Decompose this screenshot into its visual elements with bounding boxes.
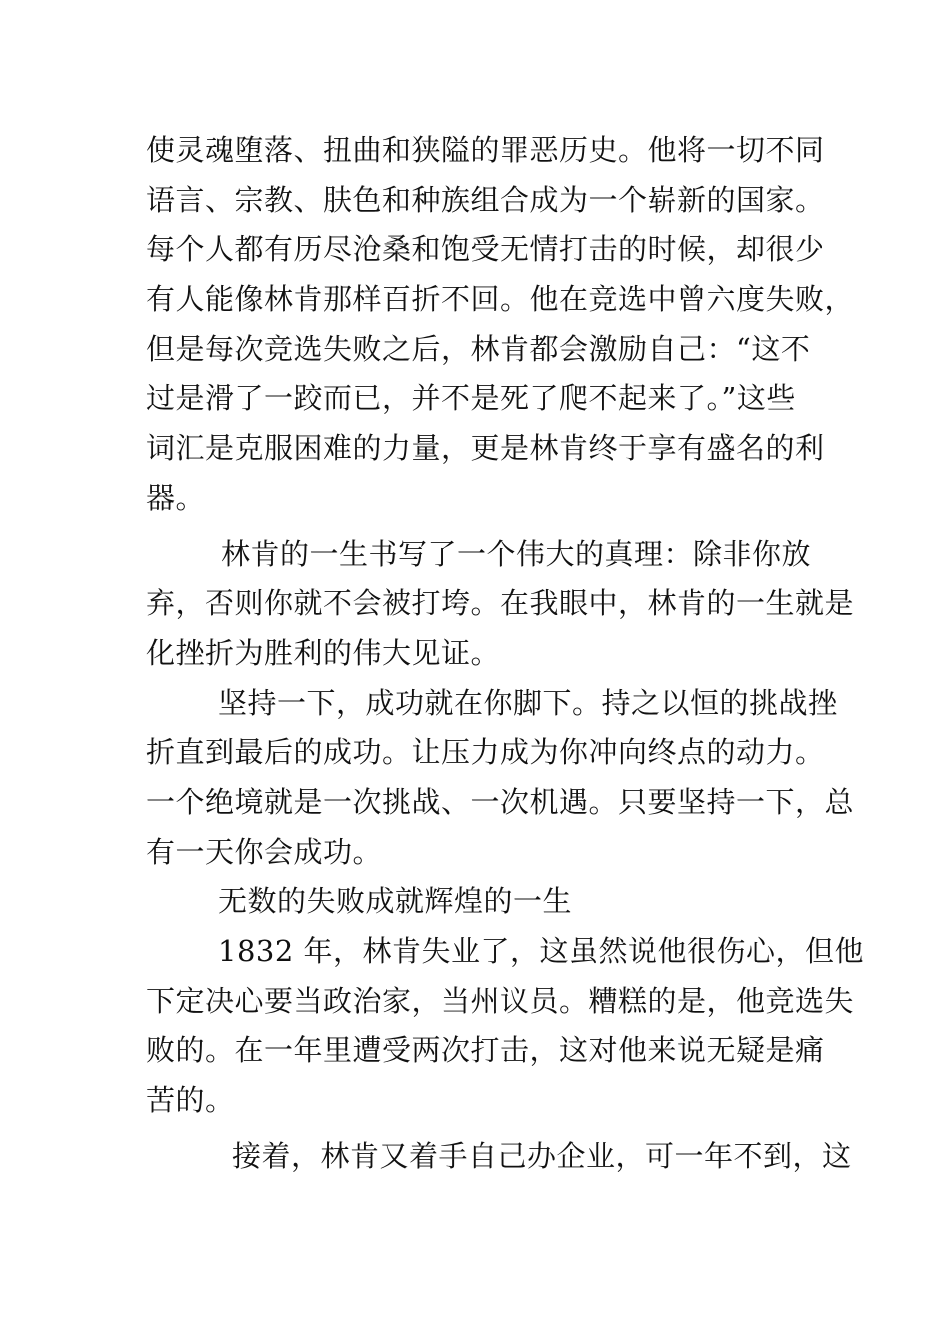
section-heading: 无数的失败成就辉煌的一生 [218, 884, 573, 919]
text-line: 林肯的一生书写了一个伟大的真理：除非你放 [221, 536, 812, 571]
text-line: 坚持一下，成功就在你脚下。持之以恒的挑战挫 [218, 685, 838, 720]
text-line: 器。 [146, 480, 206, 515]
text-line: 有人能像林肯那样百折不回。他在竞选中曾六度失败， [146, 282, 855, 317]
text-line: 1832 年，林肯失业了，这虽然说他很伤心，但他 [218, 934, 865, 968]
text-line: 词汇是克服困难的力量，更是林肯终于享有盛名的利 [146, 431, 825, 466]
text-line: 弃，否则你就不会被打垮。在我眼中，林肯的一生就是 [146, 586, 855, 621]
text-line: 苦的。 [146, 1083, 235, 1118]
text-line: 折直到最后的成功。让压力成为你冲向终点的动力。 [146, 735, 825, 770]
text-line: 败的。在一年里遭受两次打击，这对他来说无疑是痛 [146, 1033, 825, 1068]
document-body [146, 126, 865, 1181]
text-line: 下定决心要当政治家，当州议员。糟糕的是，他竞选失 [146, 983, 855, 1018]
text-line: 过是滑了一跤而已，并不是死了爬不起来了。”这些 [146, 381, 796, 416]
text-line: 语言、宗教、肤色和种族组合成为一个崭新的国家。 [146, 182, 825, 217]
text-line: 使灵魂堕落、扭曲和狭隘的罪恶历史。他将一切不同 [146, 133, 825, 167]
text-line: 每个人都有历尽沧桑和饱受无情打击的时候，却很少 [146, 232, 825, 267]
text-line: 有一天你会成功。 [146, 834, 383, 869]
text-line: 但是每次竞选失败之后，林肯都会激励自己：“这不 [146, 331, 811, 366]
text-line: 接着，林肯又着手自己办企业，可一年不到，这 [232, 1138, 852, 1173]
text-line: 化挫折为胜利的伟大见证。 [146, 635, 501, 670]
text-line: 一个绝境就是一次挑战、一次机遇。只要坚持一下，总 [146, 784, 855, 819]
